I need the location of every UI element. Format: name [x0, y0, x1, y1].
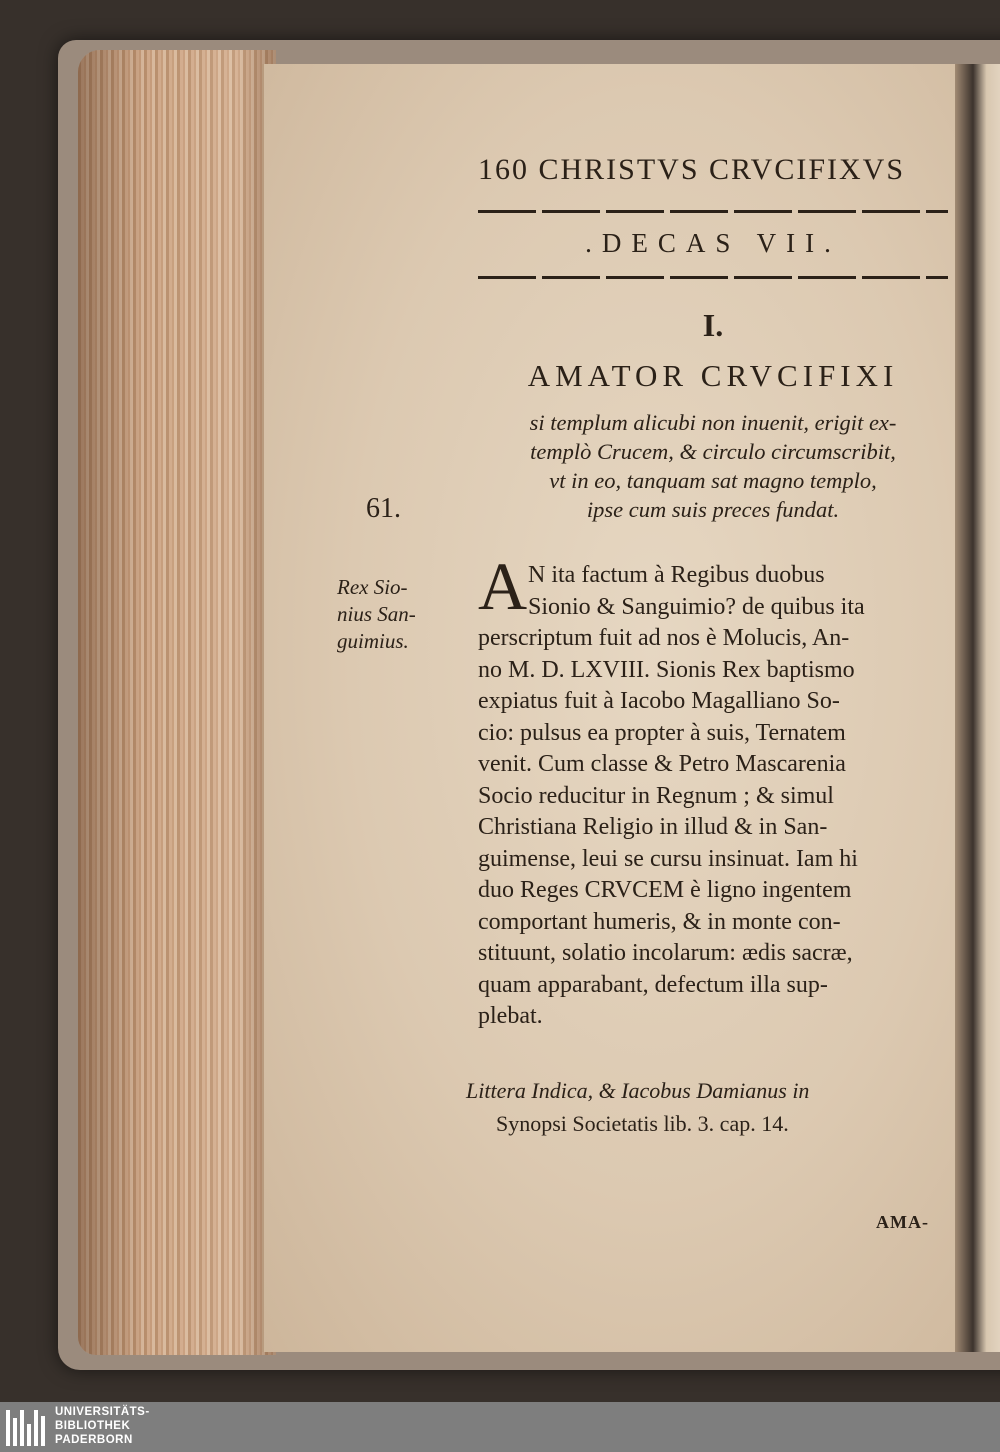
fore-edge-shading	[78, 50, 276, 1355]
library-name-line: PADERBORN	[55, 1434, 133, 1446]
margin-note-line: guimius.	[337, 629, 409, 653]
margin-note	[337, 574, 416, 655]
rule-bottom	[478, 276, 948, 279]
body-line: Sionio & Sanguimio? de quibus ita	[528, 593, 865, 620]
item-summary	[478, 408, 948, 524]
body-line: venit. Cum classe & Petro Mascarenia	[478, 751, 846, 777]
margin-number: 61.	[366, 493, 401, 524]
body-text	[478, 560, 948, 1033]
body-line: N ita factum à Regibus duobus	[528, 562, 825, 588]
library-name-line: UNIVERSITÄTS-	[55, 1406, 150, 1418]
body-line: stituunt, solatio incolarum: ædis sacræ,	[478, 940, 853, 966]
body-line: cio: pulsus ea propter à suis, Ternatem	[478, 719, 846, 746]
drop-cap: A	[478, 548, 528, 624]
margin-note-line: nius San-	[337, 602, 416, 626]
body-line: comportant humeris, & in monte con-	[478, 908, 841, 935]
body-line: expiatus fuit à Iacobo Magalliano So-	[478, 688, 840, 714]
library-footer	[0, 1402, 1000, 1452]
body-line: quam apparabant, defectum illa sup-	[478, 971, 828, 998]
rule-top	[478, 210, 948, 213]
library-name-line: BIBLIOTHEK	[55, 1420, 131, 1432]
body-line: guimense, leui se cursu insinuat. Iam hi	[478, 845, 858, 872]
source-citation	[466, 1074, 966, 1140]
book-gutter	[955, 64, 1000, 1352]
body-line: duo Reges CRVCEM è ligno ingentem	[478, 877, 852, 903]
margin-note-line: Rex Sio-	[337, 575, 408, 599]
summary-line: templò Crucem, & circulo circumscribit,	[530, 439, 896, 464]
item-title: AMATOR CRVCIFIXI	[527, 358, 899, 393]
body-line: Socio reducitur in Regnum ; & simul	[478, 782, 834, 809]
library-name	[55, 1405, 150, 1447]
section-heading: .DECAS VII.	[585, 228, 841, 258]
summary-line: vt in eo, tanquam sat magno templo,	[549, 468, 877, 493]
catchword: AMA-	[876, 1212, 929, 1232]
source-line: Littera Indica, & Iacobus Damianus in	[466, 1078, 810, 1103]
library-logo-icon	[6, 1410, 48, 1446]
body-line: Christiana Religio in illud & in San-	[478, 814, 828, 840]
item-number: I.	[702, 307, 724, 343]
body-line: no M. D. LXVIII. Sionis Rex baptismo	[478, 656, 855, 683]
source-line: Synopsi Societatis lib. 3. cap. 14.	[496, 1111, 789, 1136]
body-line: plebat.	[478, 1003, 543, 1029]
summary-line: ipse cum suis preces fundat.	[586, 497, 840, 522]
running-head: 160 CHRISTVS CRVCIFIXVS	[478, 153, 906, 186]
body-line: perscriptum fuit ad nos è Molucis, An-	[478, 625, 850, 651]
summary-line: si templum alicubi non inuenit, erigit ex-	[529, 410, 897, 435]
